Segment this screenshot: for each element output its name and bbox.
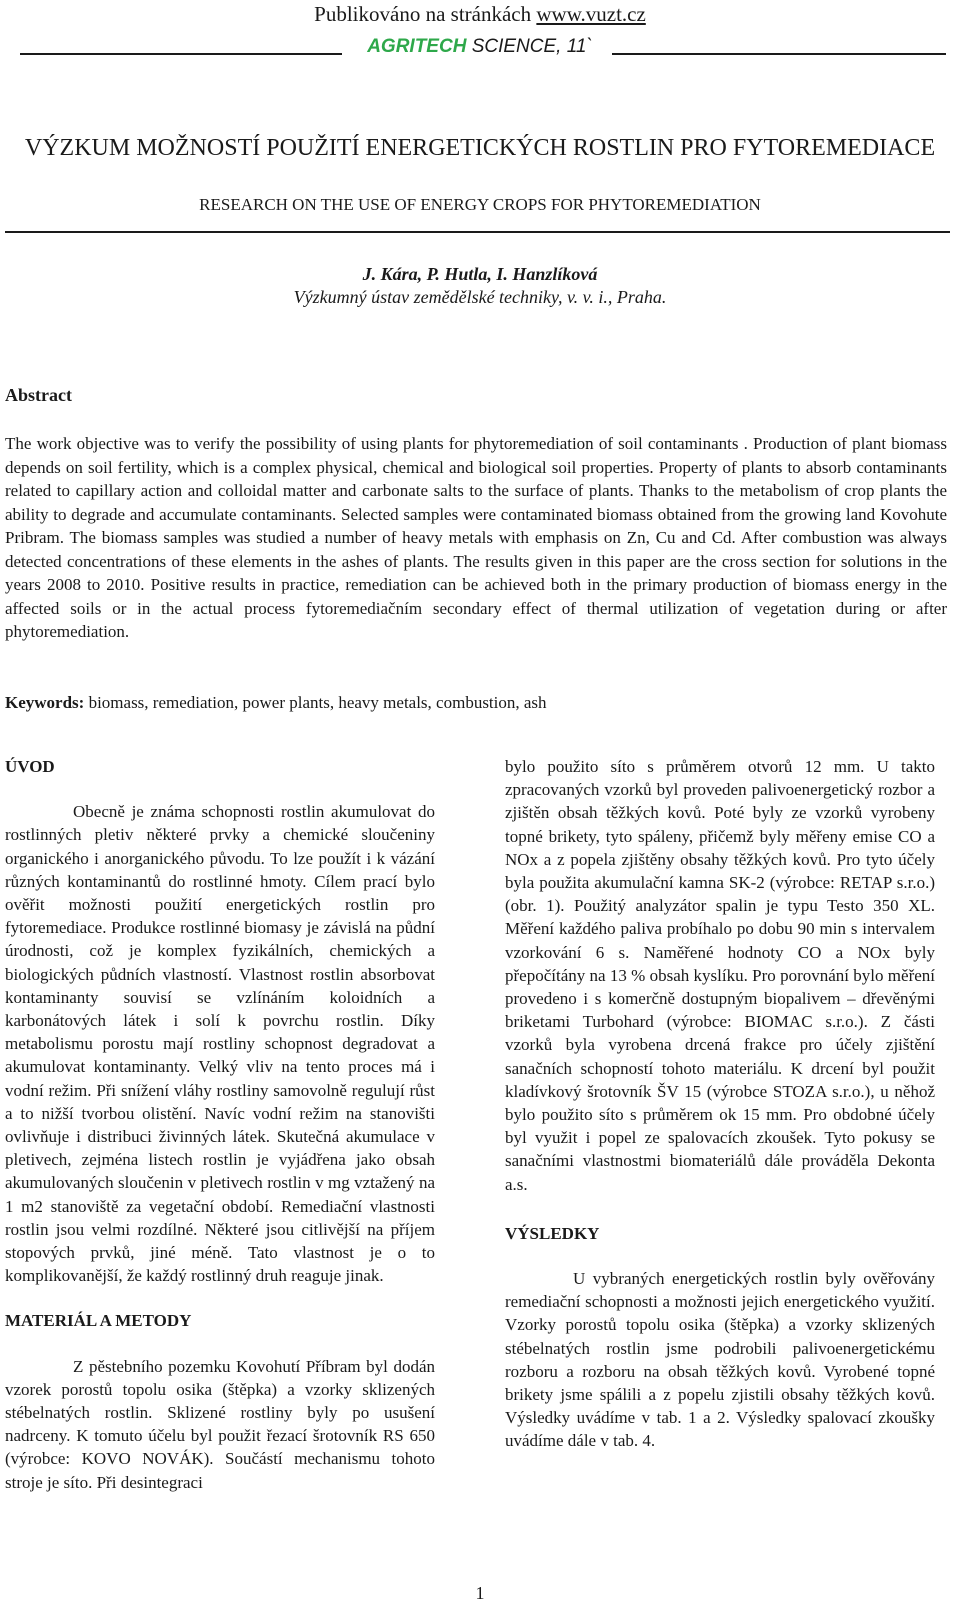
publication-prefix: Publikováno na stránkách: [314, 2, 537, 26]
right-column: [505, 755, 935, 1453]
authors: J. Kára, P. Hutla, I. Hanzlíková: [362, 264, 598, 284]
affiliation: Výzkumný ústav zemědělské techniky, v. v. i., Praha.: [293, 287, 667, 307]
header-rule-right: [612, 53, 946, 55]
title-czech: VÝZKUM MOŽNOSTÍ POUŽITÍ ENERGETICKÝCH ROSTLIN PRO FYTOREMEDIACE: [24, 135, 936, 161]
section-heading-uvod: ÚVOD: [5, 757, 55, 776]
vysledky-paragraph: U vybraných energetických rostlin byly ověřovány remediační schopnosti a možnosti jejich energetického využití. Vzorky porostů topolu osika (štěpka) a vzorky sklizených stébelnatých rostlin jsme podrobili palivoenergetickému rozboru a rozboru na obsah těžkých kovů. Vyrobené topné brikety jsme spálili a z popelu zjistili obsahy těžkých kovů. Výsledky uvádíme v tab. 1 a 2. Výsledky spalovací zkoušky uvádíme dále v tab. 4.: [505, 1269, 935, 1451]
section-heading-vysledky: VÝSLEDKY: [505, 1223, 600, 1243]
page-number: 1: [475, 1583, 485, 1603]
metody-continued-paragraph: bylo použito síto s průměrem otvorů 12 mm. U takto zpracovaných vzorků byl proveden palivoenergetický rozbor a zjištěn obsah těžkých kovů. Poté byly ze vzorků vyrobeny topné brikety, tyto spáleny, přičemž byly měřeny emise CO a NOx a z popela zjištěny obsahy těžkých kovů. Pro tyto účely byla použita akumulační kamna SK-2 (výrobce: RETAP s.r.o.) (obr. 1). Použitý analyzátor spalin je typu Testo 350 XL. Měření každého paliva probíhalo po dobu 90 min s intervalem vzorkování 6 s. Naměřené hodnoty CO a NOx byly přepočítány na 13 % obsah kyslíku. Pro porovnání bylo měření provedeno i s komerčně dostupným biopalivem – dřevěnými briketami Turbohard (výrobce: BIOMAC s.r.o.). Z části vzorků byla vyrobena drcená frakce pro účely zjištění sanačních schopností tohoto materiálu. K drcení byl použit kladívkový šrotovník ŠV 15 (výrobce STOZA s.r.o.), u něhož bylo použito síto s průměrem ok 15 mm. Pro obdobné účely byl využit i popel ze spalovacích zkoušek. Tyto pokusy se sanačními vlastnostmi biomateriálů dále prováděla Dekonta a.s.: [505, 757, 935, 1194]
title-english: RESEARCH ON THE USE OF ENERGY CROPS FOR PHYTOREMEDIATION: [199, 195, 761, 214]
publication-link[interactable]: www.vuzt.cz: [536, 2, 646, 26]
publication-note: [0, 2, 960, 27]
abstract-heading: Abstract: [5, 385, 72, 405]
journal-issue: SCIENCE, 11`: [466, 36, 593, 57]
keywords-label: Keywords:: [5, 693, 85, 712]
metody-paragraph: Z pěstebního pozemku Kovohutí Příbram byl dodán vzorek porostů topolu osika (štěpka) a vzorky sklizených stébelnatých rostlin. Sklizené rostliny byly po usušení nadrceny. K tomuto účelu byl použit řezací šrotovník RS 650 (výrobce: KOVO NOVÁK). Součástí mechanismu tohoto stroje je síto. Při desintegraci: [5, 1356, 435, 1492]
uvod-paragraph: Obecně je známa schopnosti rostlin akumulovat do rostlinných pletiv některé prvky a chemické sloučeniny organického i anorganického původu. To lze použít i k vázání různých kontaminantů do rostlinné hmoty. Cílem prací bylo ověřit možnosti použití energetických rostlin pro fytoremediace. Produkce rostlinné biomasy je závislá na půdní úrodnosti, což je komplex fyzikálních, chemických a biologických půdních vlastností. Vlastnost rostlin absorbovat kontaminanty souvisí se vzlínáním koloidních a karbonátových látek i solí k povrchu rostlin. Díky metabolismu porostu mají rostliny schopnost degradovat a akumulovat kontaminanty. Velký vliv na tento proces má i vodní režim. Při snížení vláhy rostliny samovolně regulují růst a to nižší tvorbou olistění. Navíc vodní režim na stanovišti ovlivňuje i distribuci živinných látek. Skutečná akumulace v pletivech, zejména listech rostlin je vyjádřena jako obsah akumulovaných sloučenin v pletivech rostlin v mg vztažený na 1 m2 stanoviště za vegetační období. Remediační vlastnosti rostlin jsou velmi rozdílné. Některé jsou citlivější na příjem stopových prvků, jiné méně. Tato vlastnost je o to komplikovanější, že každý rostlinný druh reaguje jinak.: [5, 802, 435, 1286]
left-column: [5, 755, 435, 1494]
title-rule: [5, 231, 950, 233]
section-heading-metody: MATERIÁL A METODY: [5, 1311, 192, 1331]
keywords-text: biomass, remediation, power plants, heavy metals, combustion, ash: [84, 693, 547, 712]
journal-header: [0, 36, 960, 66]
keywords: [5, 693, 547, 713]
journal-brand: AGRITECH: [367, 36, 467, 57]
abstract-text: The work objective was to verify the possibility of using plants for phytoremediation of soil contaminants . Production of plant biomass depends on soil fertility, which is a complex physical, chemical and biological soil properties. Property of plants to absorb contaminants related to capillary action and colloidal matter and carbonate salts to the surface of plants. Thanks to the metabolism of crop plants the ability to degrade and accumulate contaminants. Selected samples were contaminated biomass obtained from the growing land Kovohute Pribram. The biomass samples was studied a number of heavy metals with emphasis on Zn, Cu and Cd. After combustion was always detected concentrations of these elements in the ashes of plants. The results given in this paper are the cross section for solutions in the years 2008 to 2010. Positive results in practice, remediation can be achieved both in the primary production of biomass energy in the affected soils or in the actual process fytoremediačním secondary effect of thermal utilization of vegetation during or after phytoremediation.: [5, 434, 947, 641]
